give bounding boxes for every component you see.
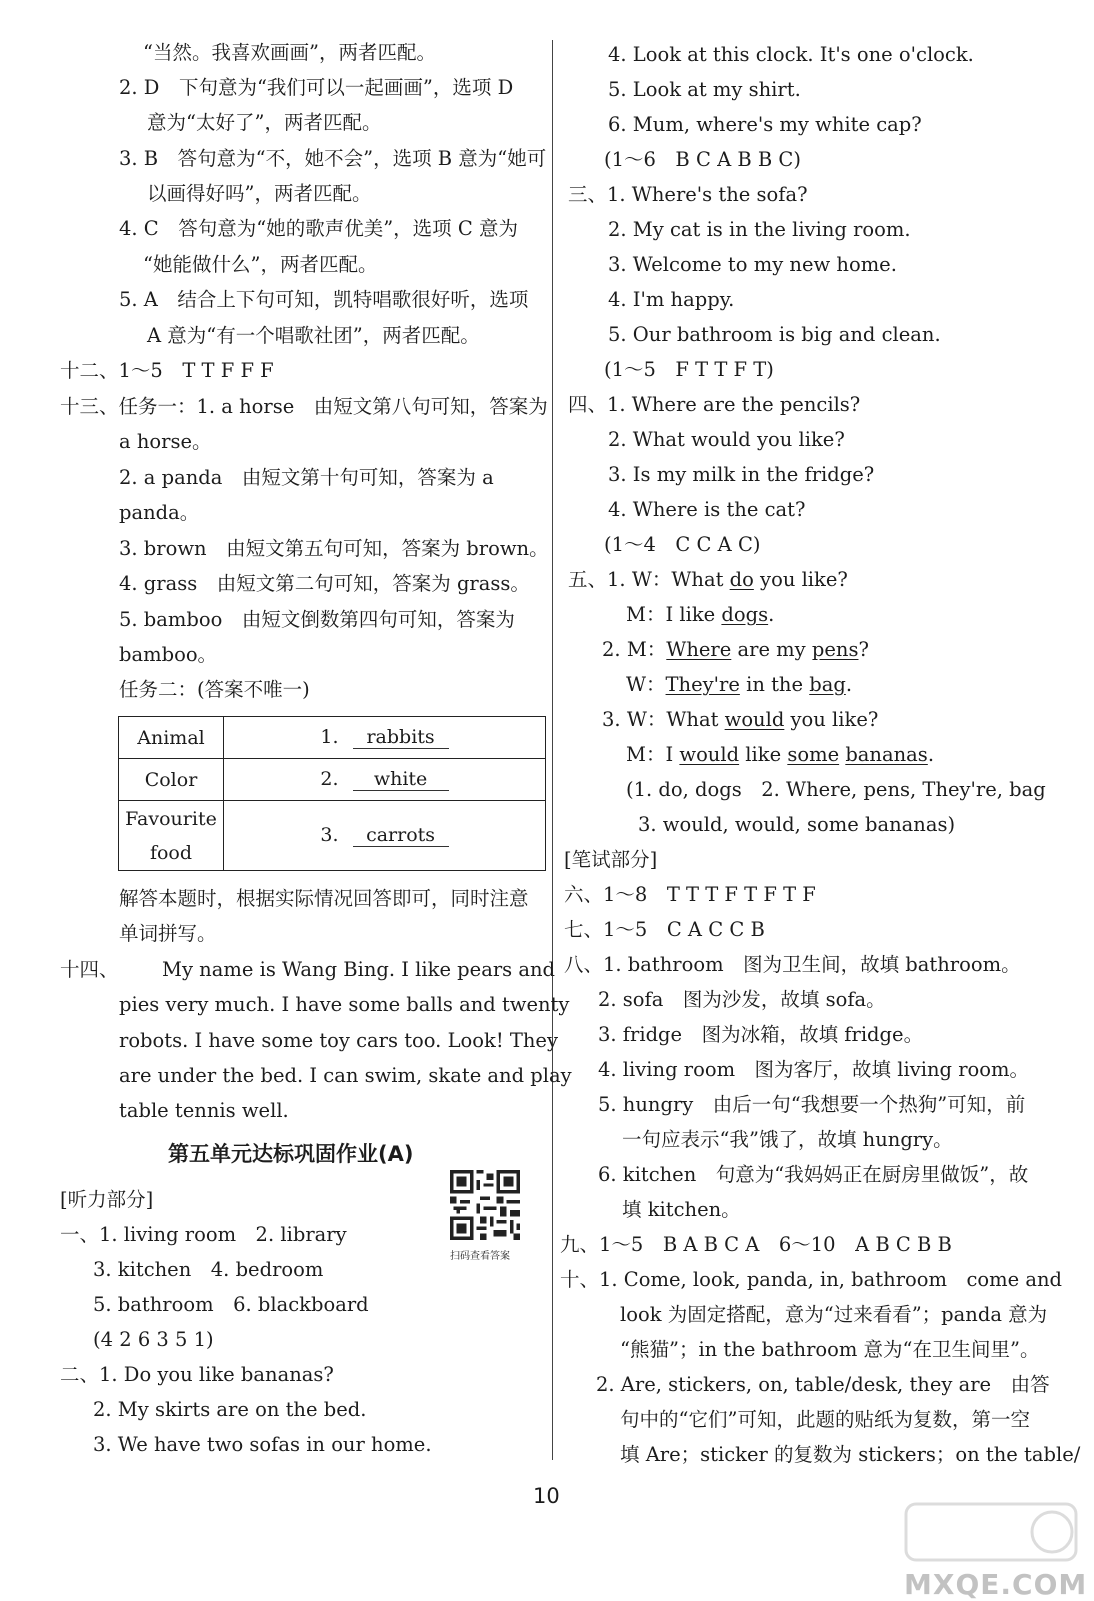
text-line: 6. kitchen 句意为“我妈妈正在厨房里做饭”，故 — [598, 1163, 1029, 1186]
text-line: 七、1～5 C A C C B — [564, 918, 765, 941]
text-line: “熊猫”；in the bathroom 意为“在卫生间里”。 — [620, 1338, 1040, 1361]
text-line: (1～4 C C A C) — [604, 533, 761, 556]
text-line: 3. B 答句意为“不，她不会”，选项 B 意为“她可 — [119, 147, 547, 170]
table-answer-cell: 2. white — [224, 759, 546, 801]
text-line: 八、1. bathroom 图为卫生间，故填 bathroom。 — [564, 953, 1021, 976]
text-line: 一句应表示“我”饿了，故填 hungry。 — [622, 1128, 953, 1151]
text-line: 2. a panda 由短文第十句可知，答案为 a — [119, 466, 494, 489]
column-divider — [552, 40, 553, 1460]
dialog-line: 2. M：Where are my pens? — [602, 638, 869, 661]
text-line: table tennis well. — [119, 1099, 289, 1122]
text-line: 九、1～5 B A B C A 6～10 A B C B B — [560, 1233, 952, 1256]
text-line: 4. living room 图为客厅，故填 living room。 — [598, 1058, 1030, 1081]
table-key: Animal — [119, 717, 224, 759]
text-line: panda。 — [119, 501, 200, 524]
table-answer-cell: 1. rabbits — [224, 717, 546, 759]
answer-table — [118, 716, 546, 871]
text-line: 2. D 下句意为“我们可以一起画画”，选项 D — [119, 76, 514, 99]
text-line: 4. grass 由短文第二句可知，答案为 grass。 — [119, 572, 530, 595]
text-line: are under the bed. I can swim, skate and play — [119, 1064, 572, 1087]
table-key: Favourite food — [119, 801, 224, 871]
text-line: 单词拼写。 — [119, 922, 217, 945]
text-line: (1～6 B C A B B C) — [604, 148, 801, 171]
written-header: [笔试部分] — [564, 848, 658, 871]
watermark-text: MXQE.COM — [904, 1568, 1088, 1601]
text-line: 句中的“它们”可知，此题的贴纸为复数，第一空 — [620, 1408, 1030, 1431]
page-number: 10 — [533, 1484, 560, 1508]
text-line: 6. Mum, where's my white cap? — [608, 113, 922, 136]
text-line: 以画得好吗”，两者匹配。 — [147, 182, 372, 205]
dialog-line: W：They're in the bag. — [626, 673, 853, 696]
text-line: (1. do, dogs 2. Where, pens, They're, bag — [626, 778, 1046, 801]
text-line: 十、1. Come, look, panda, in, bathroom come and — [560, 1268, 1063, 1291]
text-line: 填 Are；sticker 的复数为 stickers；on the table/ — [620, 1443, 1081, 1466]
text-line: 3. We have two sofas in our home. — [93, 1433, 432, 1456]
text-line: 2. My skirts are on the bed. — [93, 1398, 367, 1421]
text-line: bamboo。 — [119, 643, 218, 666]
section-13: 十三、任务一：1. a horse 由短文第八句可知，答案为 — [60, 395, 548, 418]
text-line: “她能做什么”，两者匹配。 — [143, 253, 378, 276]
text-line: 5. bathroom 6. blackboard — [93, 1293, 369, 1316]
text-line: “当然。我喜欢画画”，两者匹配。 — [143, 41, 436, 64]
text-line: 4. I'm happy. — [608, 288, 735, 311]
table-row — [119, 801, 546, 871]
unit-title: 第五单元达标巩固作业(A) — [168, 1142, 414, 1166]
text-line: 4. Where is the cat? — [608, 498, 806, 521]
text-line: 5. A 结合上下句可知，凯特唱歌很好听，选项 — [119, 288, 529, 311]
dialog-line: 五、1. W：What do you like? — [568, 568, 848, 591]
listening-header: [听力部分] — [60, 1188, 154, 1211]
table-row — [119, 717, 546, 759]
dialog-line: 3. W：What would you like? — [602, 708, 879, 731]
text-line: 3. kitchen 4. bedroom — [93, 1258, 324, 1281]
text-line: 意为“太好了”，两者匹配。 — [147, 111, 382, 134]
text-line: (4 2 6 3 5 1) — [93, 1328, 214, 1351]
text-line: look 为固定搭配，意为“过来看看”；panda 意为 — [620, 1303, 1048, 1326]
text-line: 5. bamboo 由短文倒数第四句可知，答案为 — [119, 608, 515, 631]
text-line: 4. Look at this clock. It's one o'clock. — [608, 43, 974, 66]
text-line: 二、1. Do you like bananas? — [60, 1363, 334, 1386]
section-14-label: 十四、 — [60, 958, 119, 981]
text-line: 一、1. living room 2. library — [60, 1223, 347, 1246]
text-line: pies very much. I have some balls and twenty — [119, 993, 570, 1016]
section-12: 十二、1～5 T T F F F — [60, 359, 274, 382]
text-line: A 意为“有一个唱歌社团”，两者匹配。 — [147, 324, 480, 347]
dialog-line: M：I would like some bananas. — [626, 743, 935, 766]
text-line: a horse。 — [119, 430, 212, 453]
text-line: 5. hungry 由后一句“我想要一个热狗”可知，前 — [598, 1093, 1026, 1116]
text-line: 填 kitchen。 — [622, 1198, 741, 1221]
text-line: 2. sofa 图为沙发，故填 sofa。 — [598, 988, 886, 1011]
text-line: (1～5 F T T F T) — [604, 358, 774, 381]
table-answer-cell: 3. carrots — [224, 801, 546, 871]
answer-blank: white — [353, 768, 449, 791]
text-line: 3. would, would, some bananas) — [638, 813, 956, 836]
qr-caption: 扫码查看答案 — [450, 1251, 510, 1262]
text-line: My name is Wang Bing. I like pears and — [162, 958, 556, 981]
text-line: 2. Are, stickers, on, table/desk, they are 由答 — [596, 1373, 1050, 1396]
text-line: 四、1. Where are the pencils? — [568, 393, 861, 416]
text-line: 三、1. Where's the sofa? — [568, 183, 808, 206]
text-line: robots. I have some toy cars too. Look! They — [119, 1029, 558, 1052]
table-key: Color — [119, 759, 224, 801]
text-line: 解答本题时，根据实际情况回答即可，同时注意 — [119, 887, 529, 910]
task-two-label: 任务二：(答案不唯一) — [119, 678, 310, 701]
text-line: 3. brown 由短文第五句可知，答案为 brown。 — [119, 537, 549, 560]
text-line: 3. Welcome to my new home. — [608, 253, 897, 276]
text-line: 5. Our bathroom is big and clean. — [608, 323, 941, 346]
text-line: 六、1～8 T T T F T F T F — [564, 883, 816, 906]
table-row — [119, 759, 546, 801]
text-line: 3. fridge 图为冰箱，故填 fridge。 — [598, 1023, 924, 1046]
answer-blank: carrots — [353, 824, 449, 847]
text-line: 5. Look at my shirt. — [608, 78, 801, 101]
qr-code[interactable] — [450, 1170, 520, 1240]
text-line: 4. C 答句意为“她的歌声优美”，选项 C 意为 — [119, 217, 518, 240]
text-line: 2. My cat is in the living room. — [608, 218, 911, 241]
answer-blank: rabbits — [353, 726, 449, 749]
text-line: 3. Is my milk in the fridge? — [608, 463, 875, 486]
dialog-line: M：I like dogs. — [626, 603, 775, 626]
text-line: 2. What would you like? — [608, 428, 845, 451]
